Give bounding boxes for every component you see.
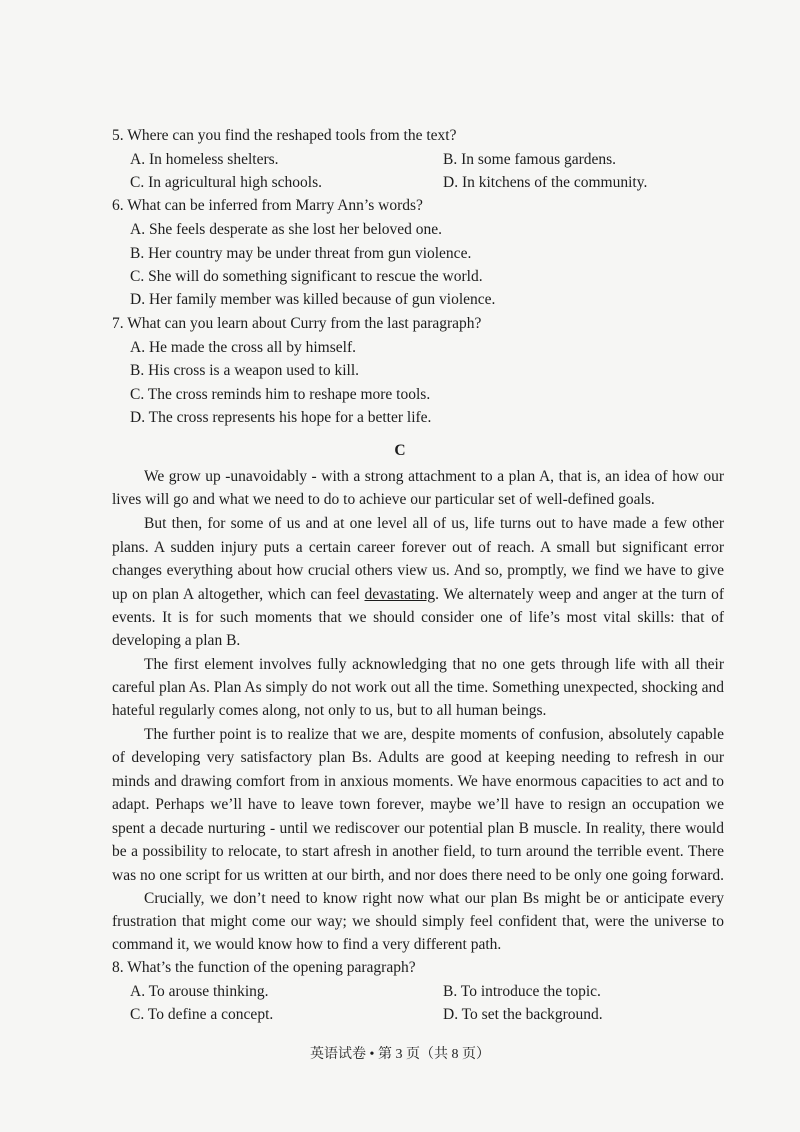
q7-option-b: B. His cross is a weapon used to kill. bbox=[130, 362, 360, 379]
q6-option-a: A. She feels desperate as she lost her beloved one. bbox=[130, 221, 443, 238]
passage-p4-line2: of developing very satisfactory plan Bs. Adults are good at keeping needing to refresh in our bbox=[112, 749, 724, 766]
passage-p1-line2: lives will go and what we need to do to achieve our particular set of well-defined goals. bbox=[112, 491, 655, 508]
passage-p3-line1: The first element involves fully acknowledging that no one gets through life with all their bbox=[144, 656, 724, 673]
q7-stem: 7. What can you learn about Curry from the last paragraph? bbox=[112, 315, 482, 332]
passage-p2-line4-start: up on plan A altogether, which can feel bbox=[112, 586, 365, 603]
q7-option-d: D. The cross represents his hope for a better life. bbox=[130, 409, 432, 426]
q5-option-b: B. In some famous gardens. bbox=[443, 151, 617, 168]
passage-p4-line7: was no one script for us written at our birth, and nor does there need to be only one going forward. bbox=[112, 867, 724, 884]
q7-option-a: A. He made the cross all by himself. bbox=[130, 339, 356, 356]
q7-option-c: C. The cross reminds him to reshape more tools. bbox=[130, 386, 431, 403]
passage-p2-line5: events. It is for such moments that we should consider one of life’s most vital skills: that of bbox=[112, 609, 724, 626]
passage-p5-line1: Crucially, we don’t need to know right now what our plan Bs might be or anticipate every bbox=[144, 890, 724, 907]
passage-p2-line6: developing a plan B. bbox=[112, 632, 241, 649]
passage-p4-line1: The further point is to realize that we are, despite moments of confusion, absolutely capable bbox=[144, 726, 724, 743]
q6-stem: 6. What can be inferred from Marry Ann’s words? bbox=[112, 197, 423, 214]
q5-stem: 5. Where can you find the reshaped tools from the text? bbox=[112, 127, 457, 144]
q5-option-c: C. In agricultural high schools. bbox=[130, 174, 322, 191]
passage-p2-line4 bbox=[112, 583, 724, 606]
passage-p3-line2: careful plan As. Plan As simply do not work out all the time. Something unexpected, shocking and bbox=[112, 679, 724, 696]
passage-p4-line5: spent a decade nurturing - until we rediscover our potential plan B muscle. In reality, there would bbox=[112, 820, 724, 837]
passage-p1-line1: We grow up -unavoidably - with a strong attachment to a plan A, that is, an idea of how our bbox=[144, 468, 724, 485]
q8-option-b: B. To introduce the topic. bbox=[443, 983, 601, 1000]
q8-option-a: A. To arouse thinking. bbox=[130, 983, 269, 1000]
passage-p3-line3: hateful regularly comes along, not only to us, but to all human beings. bbox=[112, 702, 547, 719]
q5-option-d: D. In kitchens of the community. bbox=[443, 174, 648, 191]
section-c-heading: C bbox=[394, 442, 406, 459]
passage-p4-line6: be a possibility to relocate, to start afresh in another field, to turn around the terrible event. There bbox=[112, 843, 724, 860]
passage-p4-line3: minds and drawing comfort from in anxious moments. We have enormous capacities to act and to bbox=[112, 773, 724, 790]
passage-p2-line4-end: . We alternately weep and anger at the turn of bbox=[435, 586, 724, 603]
q6-option-c: C. She will do something significant to rescue the world. bbox=[130, 268, 483, 285]
q8-option-d: D. To set the background. bbox=[443, 1006, 603, 1023]
q6-option-b: B. Her country may be under threat from gun violence. bbox=[130, 245, 472, 262]
passage-p2-line2: plans. A sudden injury puts a certain career forever out of reach. A small but significant error bbox=[112, 539, 724, 556]
q8-stem: 8. What’s the function of the opening paragraph? bbox=[112, 959, 416, 976]
passage-p5-line3: command it, we would know how to find a very different path. bbox=[112, 936, 502, 953]
q6-option-d: D. Her family member was killed because of gun violence. bbox=[130, 291, 496, 308]
underlined-word-devastating: devastating bbox=[364, 586, 436, 603]
passage-p4-line4: adapt. Perhaps we’ll have to leave town forever, maybe we’ll have to resign an occupation we bbox=[112, 796, 724, 813]
passage-p5-line2: frustration that might come our way; we should simply feel confident that, were the universe to bbox=[112, 913, 724, 930]
q5-option-a: A. In homeless shelters. bbox=[130, 151, 279, 168]
passage-p2-line3: changes everything about how crucial others view us. And so, promptly, we find we have to give bbox=[112, 562, 724, 579]
passage-p2-line1: But then, for some of us and at one level all of us, life turns out to have made a few other bbox=[144, 515, 724, 532]
page-footer: 英语试卷 • 第 3 页（共 8 页） bbox=[310, 1047, 490, 1062]
q8-option-c: C. To define a concept. bbox=[130, 1006, 274, 1023]
